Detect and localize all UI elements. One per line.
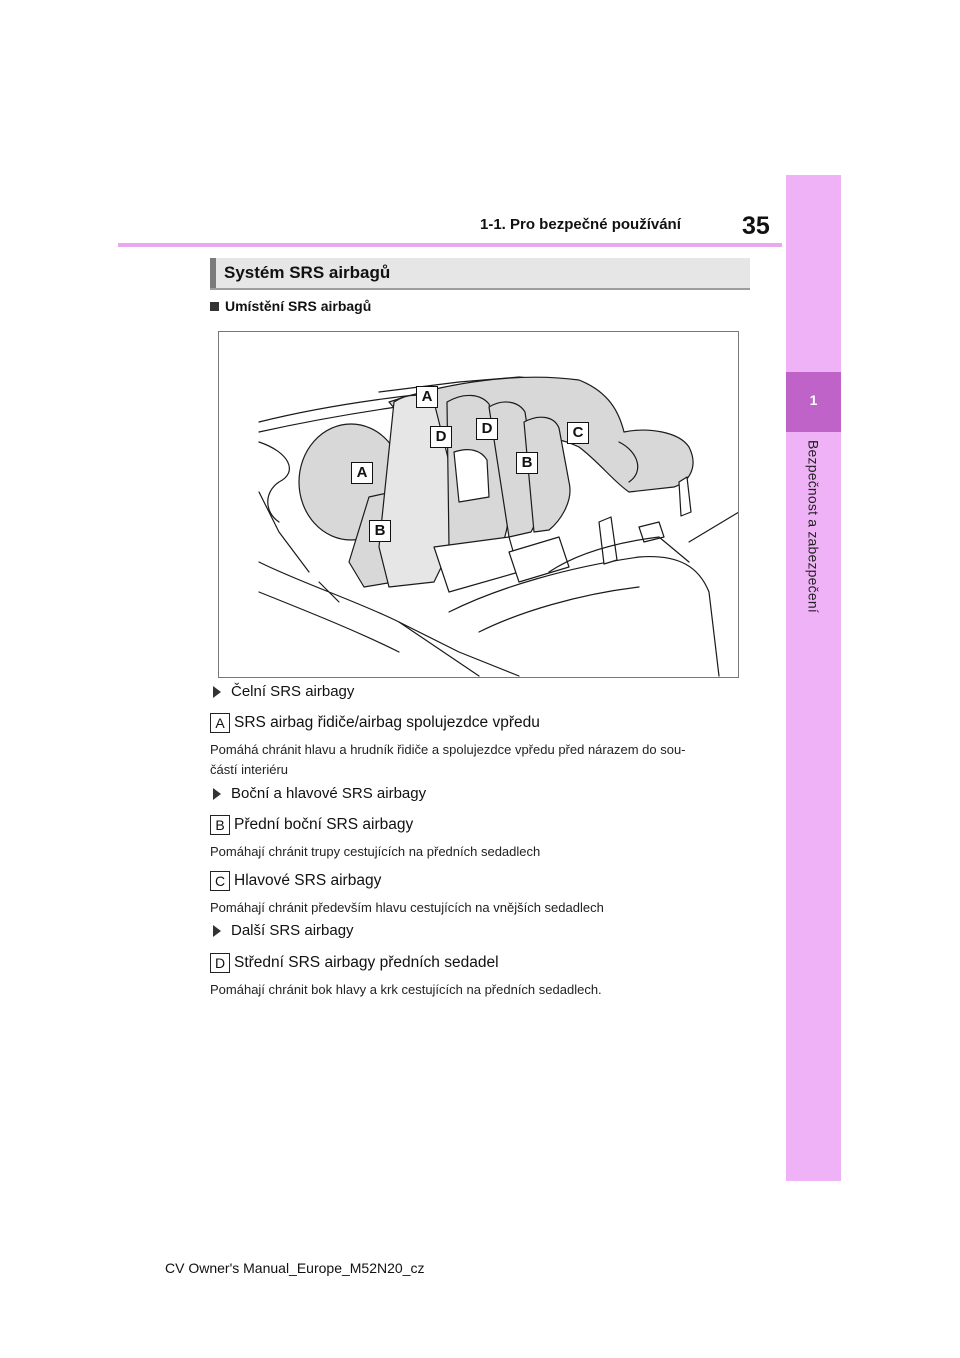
item-c	[210, 871, 381, 891]
header-divider	[118, 243, 782, 247]
group-heading-text: Čelní SRS airbagy	[231, 683, 355, 700]
section-bar-accent	[210, 258, 216, 288]
item-b	[210, 815, 413, 835]
header-section-path: 1-1. Pro bezpečné používání	[480, 216, 681, 233]
footer-document-id: CV Owner's Manual_Europe_M52N20_cz	[165, 1260, 425, 1276]
callout-c: C	[567, 422, 589, 444]
subheading	[210, 298, 371, 314]
group-heading-side-curtain	[213, 785, 426, 802]
car-interior-drawing	[219, 332, 738, 677]
item-label: Přední boční SRS airbagy	[234, 816, 414, 833]
item-a	[210, 713, 540, 733]
callout-b-left: B	[369, 520, 391, 542]
chapter-label: Bezpečnost a zabezpečení	[805, 440, 822, 613]
airbag-illustration	[218, 331, 739, 678]
item-d	[210, 953, 499, 973]
chapter-label-container	[786, 440, 841, 640]
callout-d-right: D	[476, 418, 498, 440]
subheading-text: Umístění SRS airbagů	[225, 298, 372, 314]
desc-line: částí interiéru	[210, 762, 289, 777]
letter-box-b: B	[210, 815, 230, 835]
callout-b-right: B	[516, 452, 538, 474]
group-heading-other	[213, 922, 354, 939]
callout-a-top: A	[416, 386, 438, 408]
callout-a-driver: A	[351, 462, 373, 484]
square-bullet-icon	[210, 302, 219, 311]
group-heading-front	[213, 683, 354, 700]
item-a-description	[210, 740, 755, 780]
item-label: Hlavové SRS airbagy	[234, 872, 382, 889]
triangle-bullet-icon	[213, 788, 221, 800]
letter-box-c: C	[210, 871, 230, 891]
group-heading-text: Boční a hlavové SRS airbagy	[231, 785, 427, 802]
item-label: SRS airbag řidiče/airbag spolujezdce vpředu	[234, 714, 540, 731]
page-number: 35	[742, 212, 770, 240]
chapter-side-tab	[786, 175, 841, 1181]
letter-box-d: D	[210, 953, 230, 973]
item-b-description: Pomáhají chránit trupy cestujících na předních sedadlech	[210, 844, 541, 859]
group-heading-text: Další SRS airbagy	[231, 922, 354, 939]
item-label: Střední SRS airbagy předních sedadel	[234, 954, 499, 971]
section-header-bar	[210, 258, 750, 290]
triangle-bullet-icon	[213, 686, 221, 698]
triangle-bullet-icon	[213, 925, 221, 937]
letter-box-a: A	[210, 713, 230, 733]
section-title: Systém SRS airbagů	[224, 263, 391, 282]
chapter-number: 1	[809, 392, 818, 408]
callout-d-left: D	[430, 426, 452, 448]
desc-line: Pomáhá chránit hlavu a hrudník řidiče a spolujezdce vpředu před nárazem do sou-	[210, 742, 686, 757]
item-d-description: Pomáhají chránit bok hlavy a krk cestujících na předních sedadlech.	[210, 982, 602, 997]
item-c-description: Pomáhají chránit především hlavu cestujících na vnějších sedadlech	[210, 900, 604, 915]
